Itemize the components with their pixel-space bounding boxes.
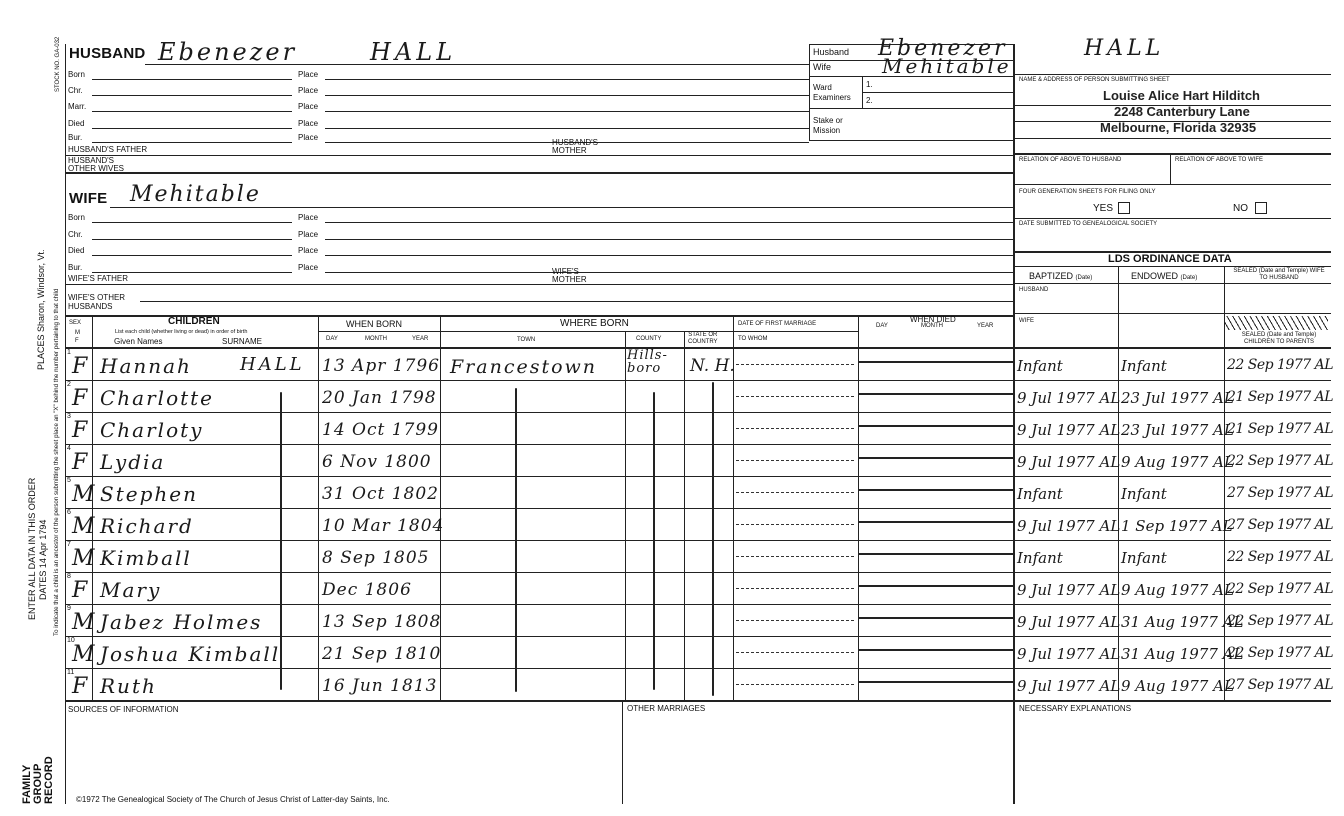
- first-marriage-header: DATE OF FIRST MARRIAGE: [738, 321, 817, 327]
- submitter-street[interactable]: 2248 Canterbury Lane: [1114, 104, 1250, 119]
- child-3-born[interactable]: 6 Nov 1800: [322, 452, 432, 472]
- husbands-father-label: HUSBAND'S FATHER: [68, 145, 148, 154]
- child-6-sex[interactable]: M: [72, 546, 95, 571]
- children-note: List each child (whether living or dead) in order of birth: [115, 329, 248, 335]
- child-7-born[interactable]: Dec 1806: [322, 580, 412, 600]
- child-8-baptized[interactable]: 9 Jul 1977 AL: [1017, 613, 1121, 631]
- child-0-endowed[interactable]: Infant: [1121, 357, 1167, 375]
- husband-4-place-label: Place: [298, 133, 319, 142]
- husband-label: HUSBAND: [69, 45, 146, 62]
- tr-stake-line: [809, 140, 1013, 141]
- husband-3-date-line: [92, 128, 292, 129]
- mid-vertical-divider: [1013, 44, 1015, 804]
- given-names-header: Given Names: [114, 337, 163, 346]
- child-10-given-name[interactable]: Ruth: [100, 674, 157, 698]
- child-8-marriage-dash: [736, 620, 854, 621]
- child-1-given-name[interactable]: Charlotte: [100, 386, 215, 410]
- family-group-record-title: FAMILY GROUP RECORD: [21, 756, 55, 804]
- children-table-bottom: [66, 700, 1331, 702]
- child-0-state[interactable]: N. H.: [690, 356, 735, 376]
- tr-wife-label: Wife: [813, 62, 831, 72]
- child-3-number: 4: [67, 445, 71, 452]
- sealed-wife-label: SEALED (Date and Temple) WIFE TO HUSBAND: [1233, 268, 1325, 281]
- child-2-baptized[interactable]: 9 Jul 1977 AL: [1017, 421, 1121, 439]
- child-7-sealed[interactable]: 22 Sep 1977 AL: [1227, 581, 1334, 597]
- child-1-marriage-dash: [736, 396, 854, 397]
- lds-husband-row-label: HUSBAND: [1019, 287, 1049, 293]
- husband-section-bottom: [66, 172, 1013, 174]
- child-0-died-line: [858, 361, 1013, 363]
- husband-1-date-line: [92, 95, 292, 96]
- four-gen-bottom: [1013, 218, 1331, 219]
- child-7-baptized[interactable]: 9 Jul 1977 AL: [1017, 581, 1121, 599]
- other-marriages-label: OTHER MARRIAGES: [627, 704, 706, 713]
- husband-0-place-label: Place: [298, 70, 319, 79]
- husband-2-label: Marr.: [68, 102, 87, 111]
- child-5-died-line: [858, 521, 1013, 523]
- born-month-header: MONTH: [365, 336, 387, 342]
- child-5-sex[interactable]: M: [72, 514, 95, 539]
- child-5-born[interactable]: 10 Mar 1804: [322, 516, 445, 536]
- baptized-label: [1029, 272, 1092, 283]
- no-label: NO: [1233, 203, 1248, 214]
- tr-stake-label: Stake or Mission: [813, 116, 843, 135]
- town-header: TOWN: [517, 337, 536, 343]
- child-8-sex[interactable]: M: [72, 610, 95, 635]
- child-9-born[interactable]: 21 Sep 1810: [322, 644, 442, 664]
- yes-label: YES: [1093, 203, 1114, 214]
- child-0-surname[interactable]: HALL: [240, 354, 305, 375]
- child-4-endowed[interactable]: Infant: [1121, 485, 1167, 503]
- child-2-sex[interactable]: F: [72, 418, 88, 443]
- child-5-row-bottom: [66, 540, 1331, 541]
- child-9-endowed[interactable]: 31 Aug 1977 AL: [1121, 645, 1244, 663]
- wife-0-place-label: Place: [298, 213, 319, 222]
- wife-1-date-line: [92, 239, 292, 240]
- child-6-died-line: [858, 553, 1013, 555]
- child-1-number: 2: [67, 381, 71, 388]
- husbands-mother-label: HUSBAND'S MOTHER: [552, 138, 598, 155]
- mf-header: M F: [75, 330, 80, 344]
- ditto-stroke-3: [712, 382, 714, 696]
- child-7-given-name[interactable]: Mary: [100, 578, 162, 602]
- dates-side-text: DATES 14 Apr 1794: [38, 519, 48, 600]
- child-8-number: 9: [67, 605, 71, 612]
- submitter-city[interactable]: Melbourne, Florida 32935: [1100, 120, 1257, 135]
- wifes-father-label: WIFE'S FATHER: [68, 274, 129, 283]
- footer-divider: [622, 700, 623, 804]
- wife-2-place-line: [325, 255, 1013, 256]
- husband-4-label: Bur.: [68, 133, 83, 142]
- child-3-row-bottom: [66, 476, 1331, 477]
- lds-husband-row-bottom: [1013, 313, 1331, 314]
- child-10-number: 11: [67, 669, 75, 676]
- child-10-sex[interactable]: F: [72, 674, 88, 699]
- child-9-sex[interactable]: M: [72, 642, 95, 667]
- child-4-sex[interactable]: M: [72, 482, 95, 507]
- child-1-sex[interactable]: F: [72, 386, 88, 411]
- husbands-father-line: [66, 155, 1013, 156]
- ditto-stroke-2: [653, 392, 655, 690]
- child-10-sealed[interactable]: 27 Sep 1977 AL: [1227, 677, 1334, 693]
- child-6-marriage-dash: [736, 556, 854, 557]
- col-county: [625, 331, 626, 700]
- lds-title: LDS ORDINANCE DATA: [1108, 253, 1232, 265]
- x-note-side-text: To indicate that a child is an ancestor of the person submitting the sheet place an "X" behind the number pertaining to that child: [53, 288, 60, 636]
- child-6-endowed[interactable]: Infant: [1121, 549, 1167, 567]
- when-died-header: WHEN DIED: [910, 315, 956, 324]
- tr-examiner-mid: [862, 92, 1013, 93]
- when-born-header: WHEN BORN: [346, 319, 402, 329]
- husband-3-place-label: Place: [298, 119, 319, 128]
- child-2-sealed[interactable]: 21 Sep 1977 AL: [1227, 421, 1334, 437]
- tr-examiner-2: 2.: [866, 96, 873, 105]
- lds-header-band-bottom: [1013, 347, 1331, 349]
- lds-col-2: [1224, 266, 1225, 700]
- necessary-explanations-label: NECESSARY EXPLANATIONS: [1019, 704, 1132, 713]
- child-4-row-bottom: [66, 508, 1331, 509]
- children-header-bottom: [66, 347, 1013, 349]
- child-1-sealed[interactable]: 21 Sep 1977 AL: [1227, 389, 1334, 405]
- husband-2-date-line: [92, 111, 292, 112]
- child-7-row-bottom: [66, 604, 1331, 605]
- tr-husband-surname[interactable]: HALL: [1084, 36, 1165, 61]
- enter-all-side-text: ENTER ALL DATA IN THIS ORDER: [27, 477, 37, 620]
- children-header: CHILDREN: [168, 316, 220, 327]
- submitter-name[interactable]: Louise Alice Hart Hilditch: [1103, 88, 1260, 103]
- when-born-sub-line: [318, 331, 440, 332]
- wifes-other-husbands-label: WIFE'S OTHER HUSBANDS: [68, 293, 126, 311]
- child-7-endowed[interactable]: 9 Aug 1977 AL: [1121, 581, 1234, 599]
- child-6-given-name[interactable]: Kimball: [100, 546, 192, 570]
- child-9-sealed[interactable]: 22 Sep 1977 AL: [1227, 645, 1334, 661]
- husband-0-label: Born: [68, 70, 85, 79]
- child-8-died-line: [858, 617, 1013, 619]
- tr-ward-label: Ward Examiners: [813, 83, 851, 102]
- child-1-baptized[interactable]: 9 Jul 1977 AL: [1017, 389, 1121, 407]
- child-5-marriage-dash: [736, 524, 854, 525]
- child-5-sealed[interactable]: 27 Sep 1977 AL: [1227, 517, 1334, 533]
- child-8-given-name[interactable]: Jabez Holmes: [100, 610, 263, 634]
- sources-label: SOURCES OF INFORMATION: [68, 705, 179, 714]
- relation-wife-label: RELATION OF ABOVE TO WIFE: [1175, 157, 1264, 163]
- child-5-number: 6: [67, 509, 71, 516]
- child-3-marriage-dash: [736, 460, 854, 461]
- child-10-baptized[interactable]: 9 Jul 1977 AL: [1017, 677, 1121, 695]
- child-7-died-line: [858, 585, 1013, 587]
- wife-2-place-label: Place: [298, 246, 319, 255]
- child-9-marriage-dash: [736, 652, 854, 653]
- tr-ward-line: [809, 108, 1013, 109]
- child-0-county[interactable]: Hills-boro: [627, 348, 668, 376]
- child-8-sealed[interactable]: 22 Sep 1977 AL: [1227, 613, 1334, 629]
- wifes-father-line: [66, 284, 1013, 285]
- child-0-town[interactable]: Francestown: [450, 356, 598, 378]
- submitter-line-2: [1013, 121, 1331, 122]
- wife-name-line: [110, 207, 1013, 208]
- husband-1-place-label: Place: [298, 86, 319, 95]
- tr-wife-value[interactable]: Mehitable: [882, 54, 1012, 78]
- child-2-marriage-dash: [736, 428, 854, 429]
- died-day-header: DAY: [876, 323, 888, 329]
- lds-wife-row-label: WIFE: [1019, 318, 1034, 324]
- child-6-row-bottom: [66, 572, 1331, 573]
- child-8-endowed[interactable]: 31 Aug 1977 AL: [1121, 613, 1244, 631]
- child-5-baptized[interactable]: 9 Jul 1977 AL: [1017, 517, 1121, 535]
- endowed-text: ENDOWED: [1131, 271, 1178, 281]
- wife-0-place-line: [325, 222, 1013, 223]
- yes-checkbox[interactable]: [1118, 202, 1130, 214]
- stock-no-text: STOCK NO. GA-032: [55, 36, 61, 92]
- wifes-other-line: [140, 301, 1013, 302]
- died-month-header: MONTH: [921, 323, 943, 329]
- child-4-born[interactable]: 31 Oct 1802: [322, 484, 439, 504]
- relation-bottom: [1013, 184, 1331, 185]
- wife-given-name[interactable]: Mehitable: [130, 182, 261, 207]
- ditto-stroke-1: [515, 388, 517, 692]
- child-0-sex[interactable]: F: [72, 354, 88, 379]
- husband-0-place-line: [325, 79, 809, 80]
- wife-2-label: Died: [68, 246, 85, 255]
- child-1-died-line: [858, 393, 1013, 395]
- wife-1-label: Chr.: [68, 230, 83, 239]
- born-day-header: DAY: [326, 336, 338, 342]
- tr-wife-line: [809, 76, 1013, 77]
- born-year-header: YEAR: [412, 336, 429, 342]
- wife-1-place-label: Place: [298, 230, 319, 239]
- wife-3-place-line: [325, 272, 1013, 273]
- husband-1-place-line: [325, 95, 809, 96]
- wife-3-label: Bur.: [68, 263, 83, 272]
- left-border: [65, 44, 66, 804]
- child-4-number: 5: [67, 477, 71, 484]
- husband-surname[interactable]: HALL: [370, 38, 457, 66]
- wife-label: WIFE: [69, 190, 108, 207]
- tr-husband-label: Husband: [813, 47, 850, 57]
- county-header: COUNTY: [636, 336, 662, 342]
- husband-1-label: Chr.: [68, 86, 83, 95]
- child-4-marriage-dash: [736, 492, 854, 493]
- child-2-endowed[interactable]: 23 Jul 1977 AL: [1121, 421, 1234, 439]
- child-0-given-name[interactable]: Hannah: [100, 354, 192, 378]
- child-0-baptized[interactable]: Infant: [1017, 357, 1063, 375]
- surname-header: SURNAME: [222, 337, 263, 346]
- child-3-sex[interactable]: F: [72, 450, 88, 475]
- child-7-sex[interactable]: F: [72, 578, 88, 603]
- wife-3-place-label: Place: [298, 263, 319, 272]
- first-marriage-sub-line: [733, 331, 858, 332]
- child-8-born[interactable]: 13 Sep 1808: [322, 612, 442, 632]
- child-5-given-name[interactable]: Richard: [100, 514, 194, 538]
- submitter-line-3: [1013, 138, 1331, 139]
- child-4-baptized[interactable]: Infant: [1017, 485, 1063, 503]
- center-top-divider: [809, 44, 810, 140]
- relation-divider: [1170, 153, 1171, 184]
- relation-husband-label: RELATION OF ABOVE TO HUSBAND: [1019, 157, 1122, 163]
- husband-3-place-line: [325, 128, 809, 129]
- tr-examiner-1: 1.: [866, 80, 873, 89]
- child-3-given-name[interactable]: Lydia: [100, 450, 166, 474]
- child-9-number: 10: [67, 637, 75, 644]
- child-3-baptized[interactable]: 9 Jul 1977 AL: [1017, 453, 1121, 471]
- child-0-marriage-dash: [736, 364, 854, 365]
- col-state: [684, 331, 685, 700]
- child-2-died-line: [858, 425, 1013, 427]
- tr-husband-value[interactable]: Ebenezer: [878, 36, 1008, 61]
- copyright-text: ©1972 The Genealogical Society of The Church of Jesus Christ of Latter-day Saints, Inc.: [76, 795, 390, 804]
- child-8-row-bottom: [66, 636, 1331, 637]
- submitter-label: NAME & ADDRESS OF PERSON SUBMITTING SHEET: [1019, 77, 1170, 83]
- endowed-label: [1131, 272, 1197, 283]
- baptized-text: BAPTIZED: [1029, 271, 1074, 281]
- child-6-number: 7: [67, 541, 71, 548]
- child-7-number: 8: [67, 573, 71, 580]
- lds-col-1: [1118, 266, 1119, 700]
- wife-2-date-line: [92, 255, 292, 256]
- top-right-line: [1013, 74, 1331, 75]
- to-whom-header: TO WHOM: [738, 336, 768, 342]
- child-0-sealed[interactable]: 22 Sep 1977 AL: [1227, 357, 1334, 373]
- child-4-given-name[interactable]: Stephen: [100, 482, 198, 506]
- husband-name-line: [145, 64, 809, 65]
- wife-0-label: Born: [68, 213, 85, 222]
- husband-given-name[interactable]: Ebenezer: [158, 38, 298, 66]
- lds-title-bottom: [1013, 266, 1331, 267]
- husband-4-date-line: [92, 142, 292, 143]
- baptized-date-text: (Date): [1075, 275, 1093, 281]
- husbands-other-wives-label: HUSBAND'S OTHER WIVES: [68, 156, 125, 173]
- died-year-header: YEAR: [977, 323, 994, 329]
- child-1-endowed[interactable]: 23 Jul 1977 AL: [1121, 389, 1234, 407]
- child-4-died-line: [858, 489, 1013, 491]
- child-7-marriage-dash: [736, 588, 854, 589]
- husband-0-date-line: [92, 79, 292, 80]
- lds-header-bottom: [1013, 283, 1331, 284]
- husband-2-place-label: Place: [298, 102, 319, 111]
- husband-2-place-line: [325, 111, 809, 112]
- wife-3-date-line: [92, 272, 292, 273]
- state-header: STATE OR COUNTRY: [688, 332, 718, 345]
- no-checkbox[interactable]: [1255, 202, 1267, 214]
- child-10-endowed[interactable]: 9 Aug 1977 AL: [1121, 677, 1234, 695]
- husband-3-label: Died: [68, 119, 85, 128]
- ditto-stroke-0: [280, 392, 282, 690]
- child-1-row-bottom: [66, 412, 1331, 413]
- date-submitted-label: DATE SUBMITTED TO GENEALOGICAL SOCIETY: [1019, 221, 1158, 227]
- child-2-number: 3: [67, 413, 71, 420]
- child-4-sealed[interactable]: 27 Sep 1977 AL: [1227, 485, 1334, 501]
- child-10-born[interactable]: 16 Jun 1813: [322, 676, 438, 696]
- child-6-baptized[interactable]: Infant: [1017, 549, 1063, 567]
- child-2-row-bottom: [66, 444, 1331, 445]
- child-0-row-bottom: [66, 380, 1331, 381]
- child-0-born[interactable]: 13 Apr 1796: [322, 356, 440, 376]
- child-9-row-bottom: [66, 668, 1331, 669]
- sealed-children-hatch: [1224, 316, 1328, 330]
- child-0-number: 1: [67, 349, 71, 356]
- child-6-born[interactable]: 8 Sep 1805: [322, 548, 430, 568]
- child-5-endowed[interactable]: 1 Sep 1977 AL: [1121, 517, 1233, 535]
- child-3-sealed[interactable]: 22 Sep 1977 AL: [1227, 453, 1334, 469]
- child-2-born[interactable]: 14 Oct 1799: [322, 420, 439, 440]
- child-3-died-line: [858, 457, 1013, 459]
- child-9-given-name[interactable]: Joshua Kimball: [100, 642, 281, 666]
- child-10-died-line: [858, 681, 1013, 683]
- wifes-mother-label: WIFE'S MOTHER: [552, 267, 587, 284]
- child-6-sealed[interactable]: 22 Sep 1977 AL: [1227, 549, 1334, 565]
- sex-header: SEX: [69, 320, 82, 326]
- child-1-born[interactable]: 20 Jan 1798: [322, 388, 437, 408]
- wife-1-place-line: [325, 239, 1013, 240]
- four-gen-label: FOUR GENERATION SHEETS FOR FILING ONLY: [1019, 189, 1156, 195]
- sealed-children-label: SEALED (Date and Temple) CHILDREN TO PARENTS: [1241, 332, 1317, 345]
- child-9-died-line: [858, 649, 1013, 651]
- submitter-bottom: [1013, 153, 1331, 155]
- child-2-given-name[interactable]: Charloty: [100, 418, 204, 442]
- places-side-text: PLACES Sharon, Windsor, Vt.: [36, 249, 46, 370]
- wife-0-date-line: [92, 222, 292, 223]
- where-born-header: WHERE BORN: [560, 318, 629, 329]
- child-10-marriage-dash: [736, 684, 854, 685]
- child-3-endowed[interactable]: 9 Aug 1977 AL: [1121, 453, 1234, 471]
- submitter-line-1: [1013, 105, 1331, 106]
- where-born-sub-line: [440, 331, 733, 332]
- child-9-baptized[interactable]: 9 Jul 1977 AL: [1017, 645, 1121, 663]
- endowed-date-text: (Date): [1180, 275, 1198, 281]
